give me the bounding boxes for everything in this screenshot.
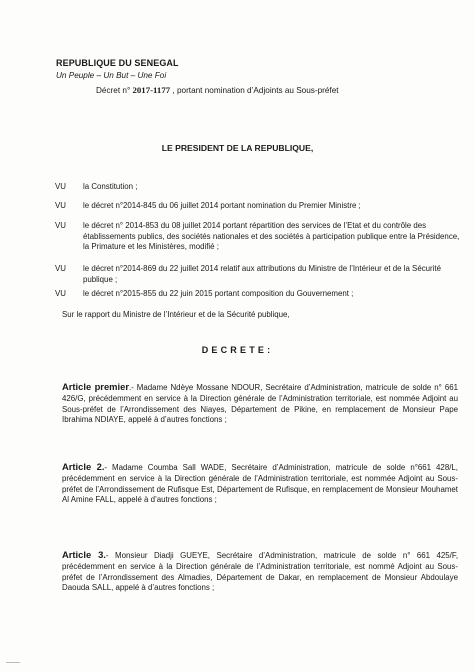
article-2	[62, 462, 458, 506]
article-text: .- Madame Ndèye Mossane NDOUR, Secrétaire d’Administration, matricule de solde n° 661 426/G, précédemment en service à la Direction générale de l’Administration territoriale, est nommée Adjoint au Sous-préfet de l’Arrondissement des Niayes, Département de Pikine, en remplacement de Monsieur Pape Ibrahima NDIAYE, appelé à d’autres fonctions ;	[62, 383, 458, 425]
republic-heading: REPUBLIQUE DU SENEGAL	[56, 58, 179, 68]
article-title: Article 3.	[62, 549, 106, 560]
decrete-heading: DECRETE:	[201, 345, 274, 355]
article-1	[62, 382, 458, 426]
decree-number: 2017-1177	[132, 85, 171, 95]
visa-text: la Constitution ;	[83, 182, 138, 191]
decree-subject: , portant nomination d’Adjoints au Sous-préfet	[170, 86, 339, 95]
article-title: Article premier	[62, 381, 129, 392]
national-motto: Un Peuple – Un But – Une Foi	[56, 71, 167, 80]
visa-key: VU	[55, 264, 66, 273]
article-title: Article 2.	[62, 461, 105, 472]
article-text: - Monsieur Diadji GUEYE, Secrétaire d’Administration, matricule de solde n° 661 425/F, précédemment en service à la Direction générale de l’Administration territoriale, est nommé Adjoint au Sous-préfet de l’Arrondissement des Almadies, Département de Dakar, en remplacement de Monsieur Abdoulaye Daouda SALL, appelé à d’autres fonctions ;	[62, 551, 459, 593]
visa-key: VU	[55, 182, 66, 191]
visa-text: le décret n°2014-845 du 06 juillet 2014 portant nomination du Premier Ministre ;	[83, 201, 361, 210]
president-heading: LE PRESIDENT DE LA REPUBLIQUE,	[161, 143, 314, 153]
decree-title	[96, 85, 339, 95]
scan-edge-mark	[6, 662, 20, 666]
visa-key: VU	[55, 289, 66, 298]
visa-text: le décret n° 2014-853 du 08 juillet 2014 portant répartition des services de l’Etat et du contrôle des établissements publics, des sociétés nationales et des sociétés à participation publique entre la Présidence, la Primature et les Ministères, modifié ;	[83, 221, 460, 252]
visa-key: VU	[55, 221, 66, 230]
rapport-line: Sur le rapport du Ministre de l’Intérieur et de la Sécurité publique,	[62, 310, 290, 319]
article-text: - Madame Coumba Sall WADE, Secrétaire d’Administration, matricule de solde n°661 428/L, précédemment en service à la Direction générale de l’Administration territoriale, est nommée Adjoint au Sous-préfet de l’Arrondissement de Rufisque Est, Département de Rufisque, en remplacement de Monsieur Mouhamet Al Amine FALL, appelé à d’autres fonctions ;	[62, 463, 458, 505]
visa-key: VU	[55, 201, 66, 210]
visa-text: le décret n°2015-855 du 22 juin 2015 portant composition du Gouvernement ;	[83, 289, 354, 298]
decree-prefix: Décret n°	[96, 86, 133, 95]
visa-text: le décret n°2014-869 du 22 juillet 2014 relatif aux attributions du Ministre de l’Intérieur et de la Sécurité publique ;	[83, 264, 442, 284]
article-3	[62, 550, 458, 594]
